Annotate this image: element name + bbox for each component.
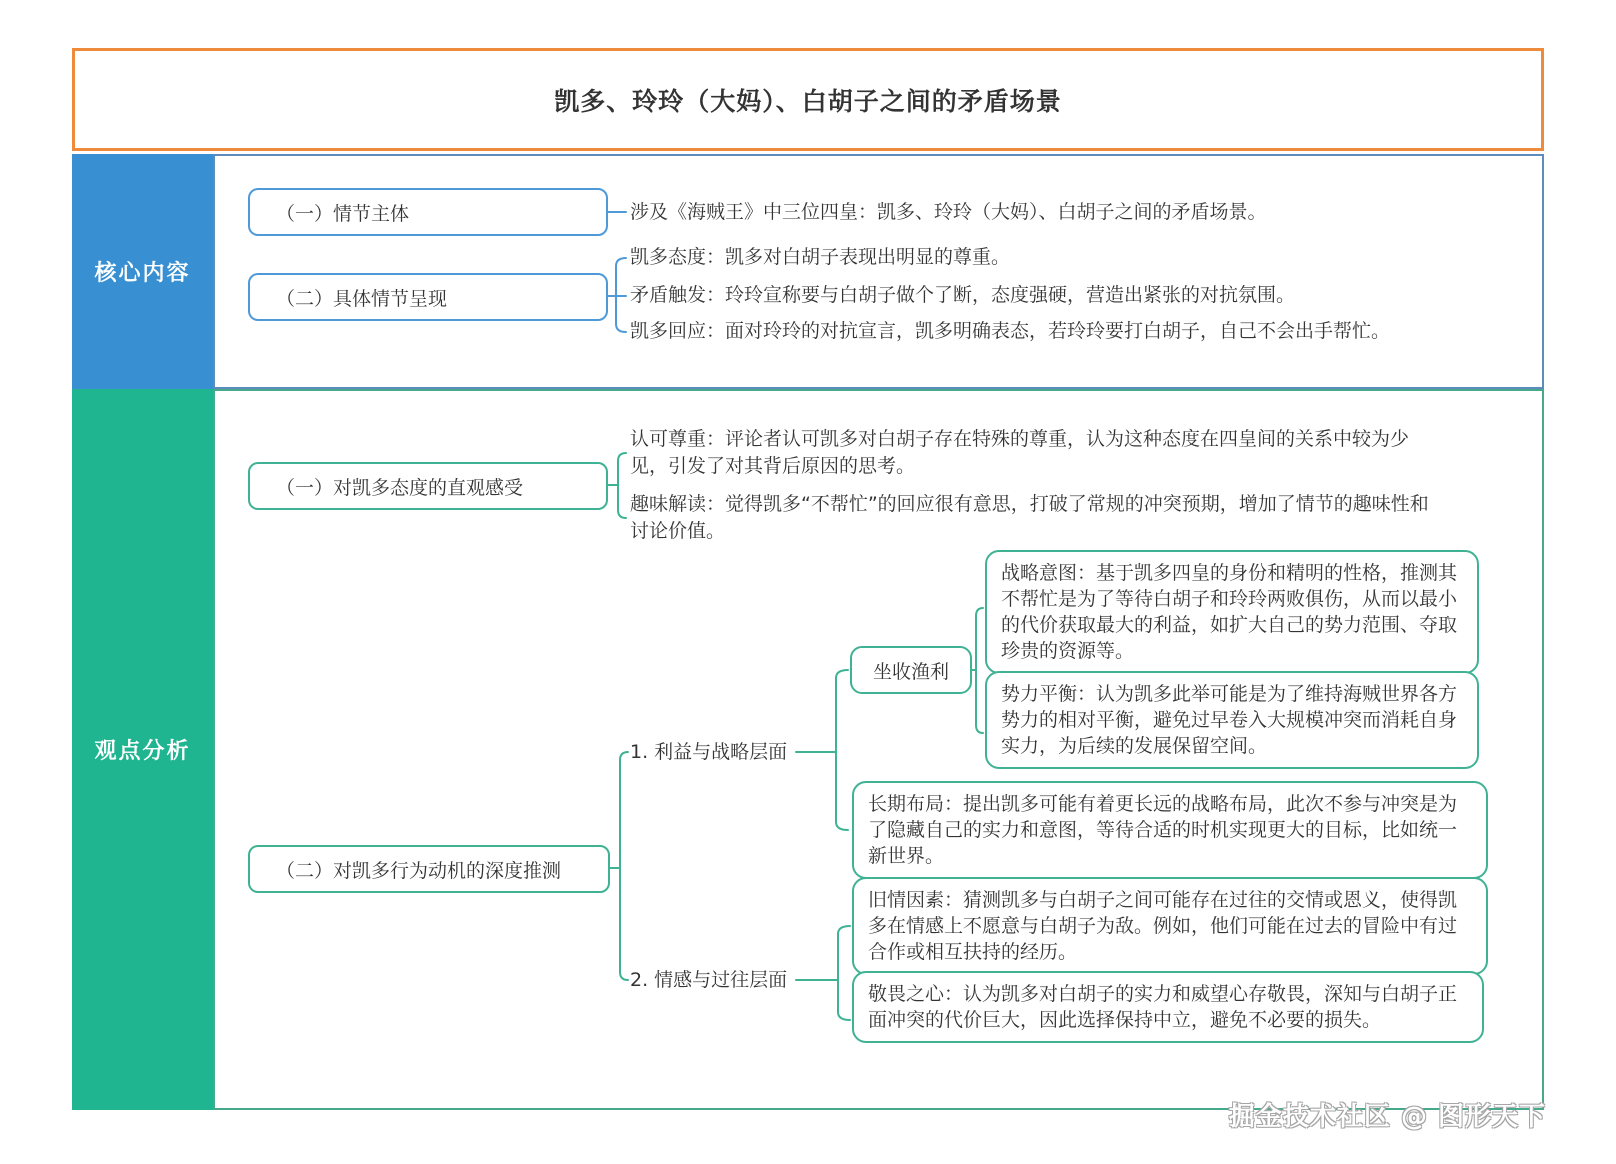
branch-interest-strategy: 1. 利益与战略层面	[630, 741, 788, 763]
leaf-strategic-intent: 战略意图：基于凯多四皇的身份和精明的性格，推测其不帮忙是为了等待白胡子和玲玲两败俱伤，从而以最小的代价获取最大的利益，如扩大自己的势力范围、夺取珍贵的资源等。	[985, 550, 1479, 674]
leaf-power-balance: 势力平衡：认为凯多此举可能是为了维持海贼世界各方势力的相对平衡，避免过早卷入大规模冲突而消耗自身实力，为后续的发展保留空间。	[985, 671, 1479, 769]
watermark: 掘金技术社区 @ 图形天下	[1228, 1102, 1546, 1132]
text-kaido-response: 凯多回应：面对玲玲的对抗宣言，凯多明确表态，若玲玲要打白胡子，自己不会出手帮忙。	[630, 320, 1391, 342]
leaf-old-friendship: 旧情因素：猜测凯多与白胡子之间可能存在过往的交情或恩义，使得凯多在情感上不愿意与白胡子为敌。例如，他们可能在过去的冒险中有过合作或相互扶持的经历。	[852, 877, 1488, 975]
text-plot-subject-desc: 涉及《海贼王》中三位四皇：凯多、玲玲（大妈）、白胡子之间的矛盾场景。	[630, 201, 1267, 223]
text-conflict-trigger: 矛盾触发：玲玲宣称要与白胡子做个了断，态度强硬，营造出紧张的对抗氛围。	[630, 284, 1296, 306]
section-analysis-sidebar: 观点分析	[72, 389, 213, 1110]
text-kaido-attitude: 凯多态度：凯多对白胡子表现出明显的尊重。	[630, 246, 1011, 268]
node-plot-subject: （一）情节主体	[248, 188, 608, 236]
branch-emotion-past: 2. 情感与过往层面	[630, 969, 788, 991]
leaf-awe-heart: 敬畏之心：认为凯多对白胡子的实力和威望心存敬畏，深知与白胡子正面冲突的代价巨大，因此选择保持中立，避免不必要的损失。	[852, 971, 1484, 1043]
text-fun-interpretation: 趣味解读：觉得凯多“不帮忙”的回应很有意思，打破了常规的冲突预期，增加了情节的趣味性和讨论价值。	[630, 493, 1429, 542]
title-box	[72, 48, 1544, 151]
node-reap-profit: 坐收渔利	[850, 646, 972, 694]
node-motive-speculation: （二）对凯多行为动机的深度推测	[248, 845, 610, 893]
section-core-sidebar: 核心内容	[72, 154, 213, 389]
node-plot-detail: （二）具体情节呈现	[248, 273, 608, 321]
page-title: 凯多、玲玲（大妈）、白胡子之间的矛盾场景	[554, 86, 1062, 116]
leaf-longterm-plan: 长期布局：提出凯多可能有着更长远的战略布局，此次不参与冲突是为了隐藏自己的实力和意图，等待合适的时机实现更大的目标，比如统一新世界。	[852, 781, 1488, 879]
text-respect-recognition: 认可尊重：评论者认可凯多对白胡子存在特殊的尊重，认为这种态度在四皇间的关系中较为少见，引发了对其背后原因的思考。	[630, 428, 1410, 477]
node-direct-impression: （一）对凯多态度的直观感受	[248, 462, 608, 510]
